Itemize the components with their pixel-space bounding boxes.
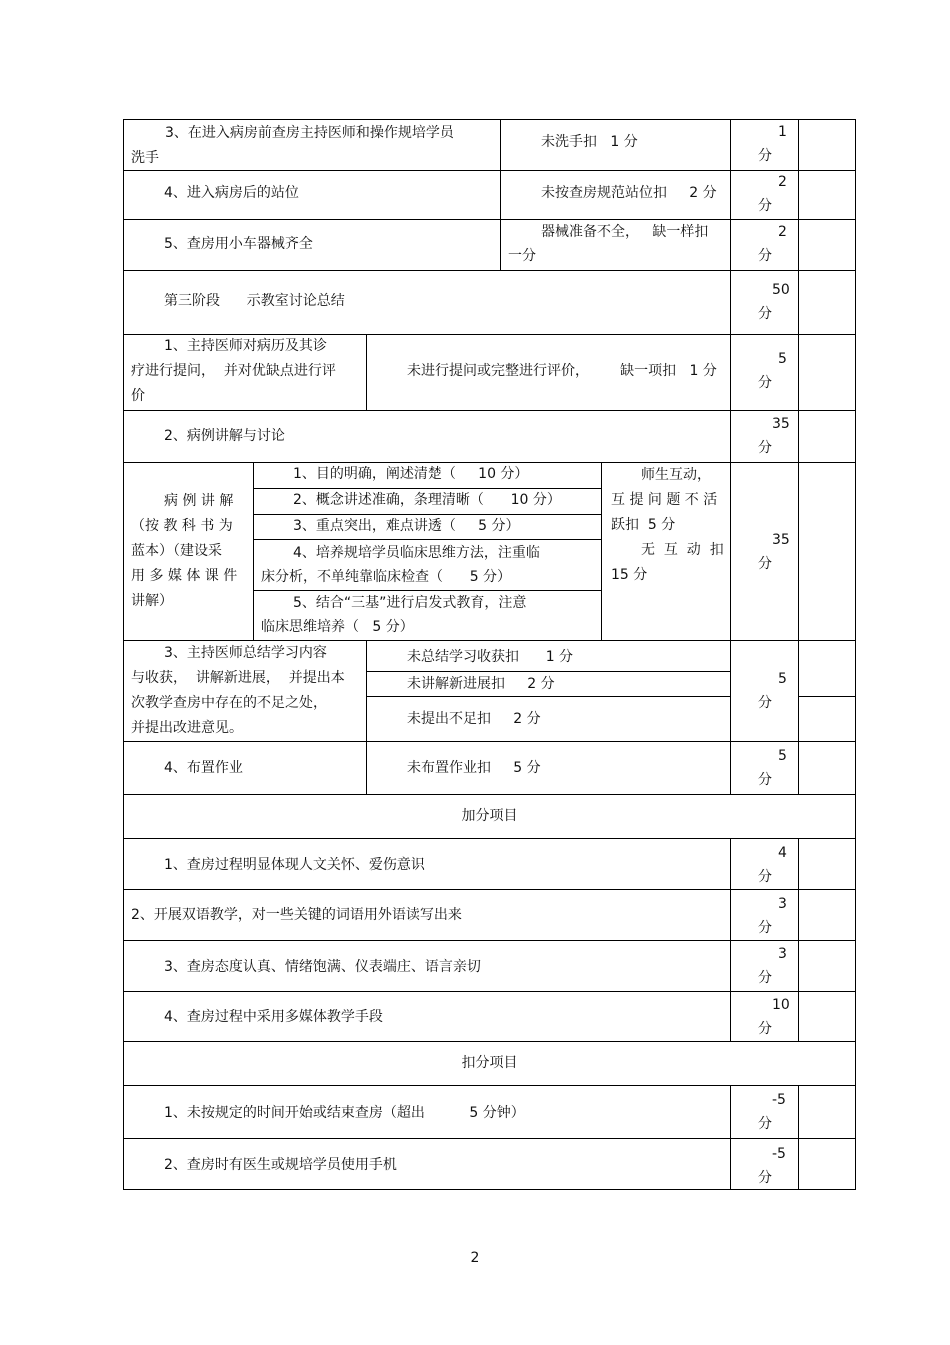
page-number: 2	[470, 1250, 480, 1266]
item-text: 2、病例讲解与讨论	[164, 428, 285, 444]
criterion-text: 5、结合“三基”进行启发式教育，注意	[293, 595, 527, 611]
score-number: 5	[778, 671, 787, 687]
score-number: 3	[778, 896, 787, 912]
criterion-text: 3、重点突出，难点讲透（ 5 分）	[293, 518, 520, 534]
score-number: 5	[778, 351, 787, 367]
score-unit: 分	[758, 970, 772, 986]
score-number: 35	[772, 416, 790, 432]
rule	[798, 1085, 799, 1190]
rule	[123, 410, 856, 411]
item-text: 1、主持医师对病历及其诊	[164, 338, 327, 354]
score-unit: 分	[758, 148, 772, 164]
item-text: 并提出改进意见。	[131, 720, 243, 736]
score-unit: 分	[758, 248, 772, 264]
score-number: 4	[778, 845, 787, 861]
deduct-text: 一分	[508, 248, 536, 264]
interaction-note: 无 互 动 扣	[641, 542, 724, 558]
deduct-text: 未讲解新进展扣 2 分	[407, 676, 555, 692]
deduct-text: 未布置作业扣 5 分	[407, 760, 541, 776]
item-text: 价	[131, 388, 145, 404]
score-unit: 分	[758, 556, 772, 572]
score-unit: 分	[758, 920, 772, 936]
score-unit: 分	[758, 869, 772, 885]
score-number: 35	[772, 532, 790, 548]
item-text: 3、主持医师总结学习内容	[164, 645, 327, 661]
rule	[123, 1189, 856, 1190]
penalty-header: 扣分项目	[461, 1055, 518, 1071]
criterion-text: 1、目的明确，阐述清楚（ 10 分）	[293, 466, 529, 482]
rule	[123, 838, 856, 839]
item-text: 疗进行提问， 并对优缺点进行评	[131, 363, 336, 379]
rule	[253, 462, 254, 641]
rule	[123, 119, 856, 120]
deduct-text: 未总结学习收获扣 1 分	[407, 649, 574, 665]
rule	[798, 696, 856, 697]
rule	[730, 119, 731, 795]
score-number: 2	[778, 174, 787, 190]
rule	[366, 640, 367, 795]
case-label: 蓝本）（建设采	[131, 543, 222, 559]
rule	[855, 119, 856, 1190]
case-label: 病 例 讲 解	[164, 493, 234, 509]
rule	[123, 741, 856, 742]
deduct-text: 未进行提问或完整进行评价， 缺一项扣 1 分	[407, 363, 717, 379]
rule	[123, 1041, 856, 1042]
score-unit: 分	[758, 375, 772, 391]
score-unit: 分	[758, 695, 772, 711]
score-unit: 分	[758, 1170, 772, 1186]
score-number: 1	[778, 124, 787, 140]
rule	[123, 270, 856, 271]
rule	[798, 838, 799, 1042]
bonus-item: 2、开展双语教学，对一些关键的词语用外语读写出来	[131, 907, 462, 923]
penalty-item: 2、查房时有医生或规培学员使用手机	[164, 1157, 397, 1173]
item-text: 次教学查房中存在的不足之处，	[131, 695, 327, 711]
item-text: 3、在进入病房前查房主持医师和操作规培学员洗手	[131, 125, 454, 166]
deduct-text: 未洗手扣 1 分	[541, 134, 638, 150]
criterion-text: 床分析，不单纯靠临床检查（ 5 分）	[261, 569, 512, 585]
rule	[123, 889, 856, 890]
bonus-item: 1、查房过程明显体现人文关怀、爱伤意识	[164, 857, 425, 873]
case-label: （按 教 科 书 为	[131, 518, 233, 534]
score-number: 3	[778, 946, 787, 962]
rule	[500, 119, 501, 271]
deduct-text: 未提出不足扣 2 分	[407, 711, 541, 727]
rule	[123, 1138, 856, 1139]
score-number: 10	[772, 997, 790, 1013]
rule	[123, 1085, 856, 1086]
interaction-note: 师生互动，	[641, 467, 711, 483]
criterion-text: 4、培养规培学员临床思维方法，注重临	[293, 545, 540, 561]
deduct-text: 器械准备不全， 缺一样扣	[541, 224, 709, 240]
score-unit: 分	[758, 306, 772, 322]
bonus-item: 4、查房过程中采用多媒体教学手段	[164, 1009, 383, 1025]
interaction-note: 互 提 问 题 不 活	[611, 492, 718, 508]
score-unit: 分	[758, 1116, 772, 1132]
interaction-note: 跃扣 5 分	[611, 517, 676, 533]
rule	[123, 991, 856, 992]
score-unit: 分	[758, 1021, 772, 1037]
score-unit: 分	[758, 198, 772, 214]
item-text: 4、进入病房后的站位	[164, 185, 299, 201]
score-number: -5	[772, 1092, 786, 1108]
bonus-header: 加分项目	[461, 808, 518, 824]
criterion-text: 2、概念讲述准确，条理清晰（ 10 分）	[293, 492, 561, 508]
section-title: 第三阶段 示教室讨论总结	[164, 293, 345, 309]
rule	[123, 219, 856, 220]
rule	[253, 539, 601, 540]
rule	[123, 119, 124, 1190]
item-text: 5、查房用小车器械齐全	[164, 236, 313, 252]
rule	[366, 334, 367, 411]
item-text: 与收获， 讲解新进展， 并提出本	[131, 670, 345, 686]
penalty-item: 1、未按规定的时间开始或结束查房（超出 5 分钟）	[164, 1105, 525, 1121]
score-unit: 分	[758, 772, 772, 788]
rule	[798, 119, 799, 795]
case-label: 讲解）	[131, 593, 173, 609]
rule	[123, 794, 856, 795]
criterion-text: 临床思维培养（ 5 分）	[261, 619, 414, 635]
score-number: -5	[772, 1146, 786, 1162]
deduct-text: 未按查房规范站位扣 2 分	[541, 185, 717, 201]
rule	[601, 462, 602, 641]
score-unit: 分	[758, 440, 772, 456]
item-text: 4、布置作业	[164, 760, 243, 776]
interaction-note: 15 分	[611, 567, 648, 583]
score-number: 50	[772, 282, 790, 298]
rule	[730, 838, 731, 1042]
rule	[730, 1085, 731, 1190]
case-label: 用 多 媒 体 课 件	[131, 568, 238, 584]
score-number: 5	[778, 748, 787, 764]
score-number: 2	[778, 224, 787, 240]
bonus-item: 3、查房态度认真、情绪饱满、仪表端庄、语言亲切	[164, 959, 481, 975]
rule	[123, 940, 856, 941]
